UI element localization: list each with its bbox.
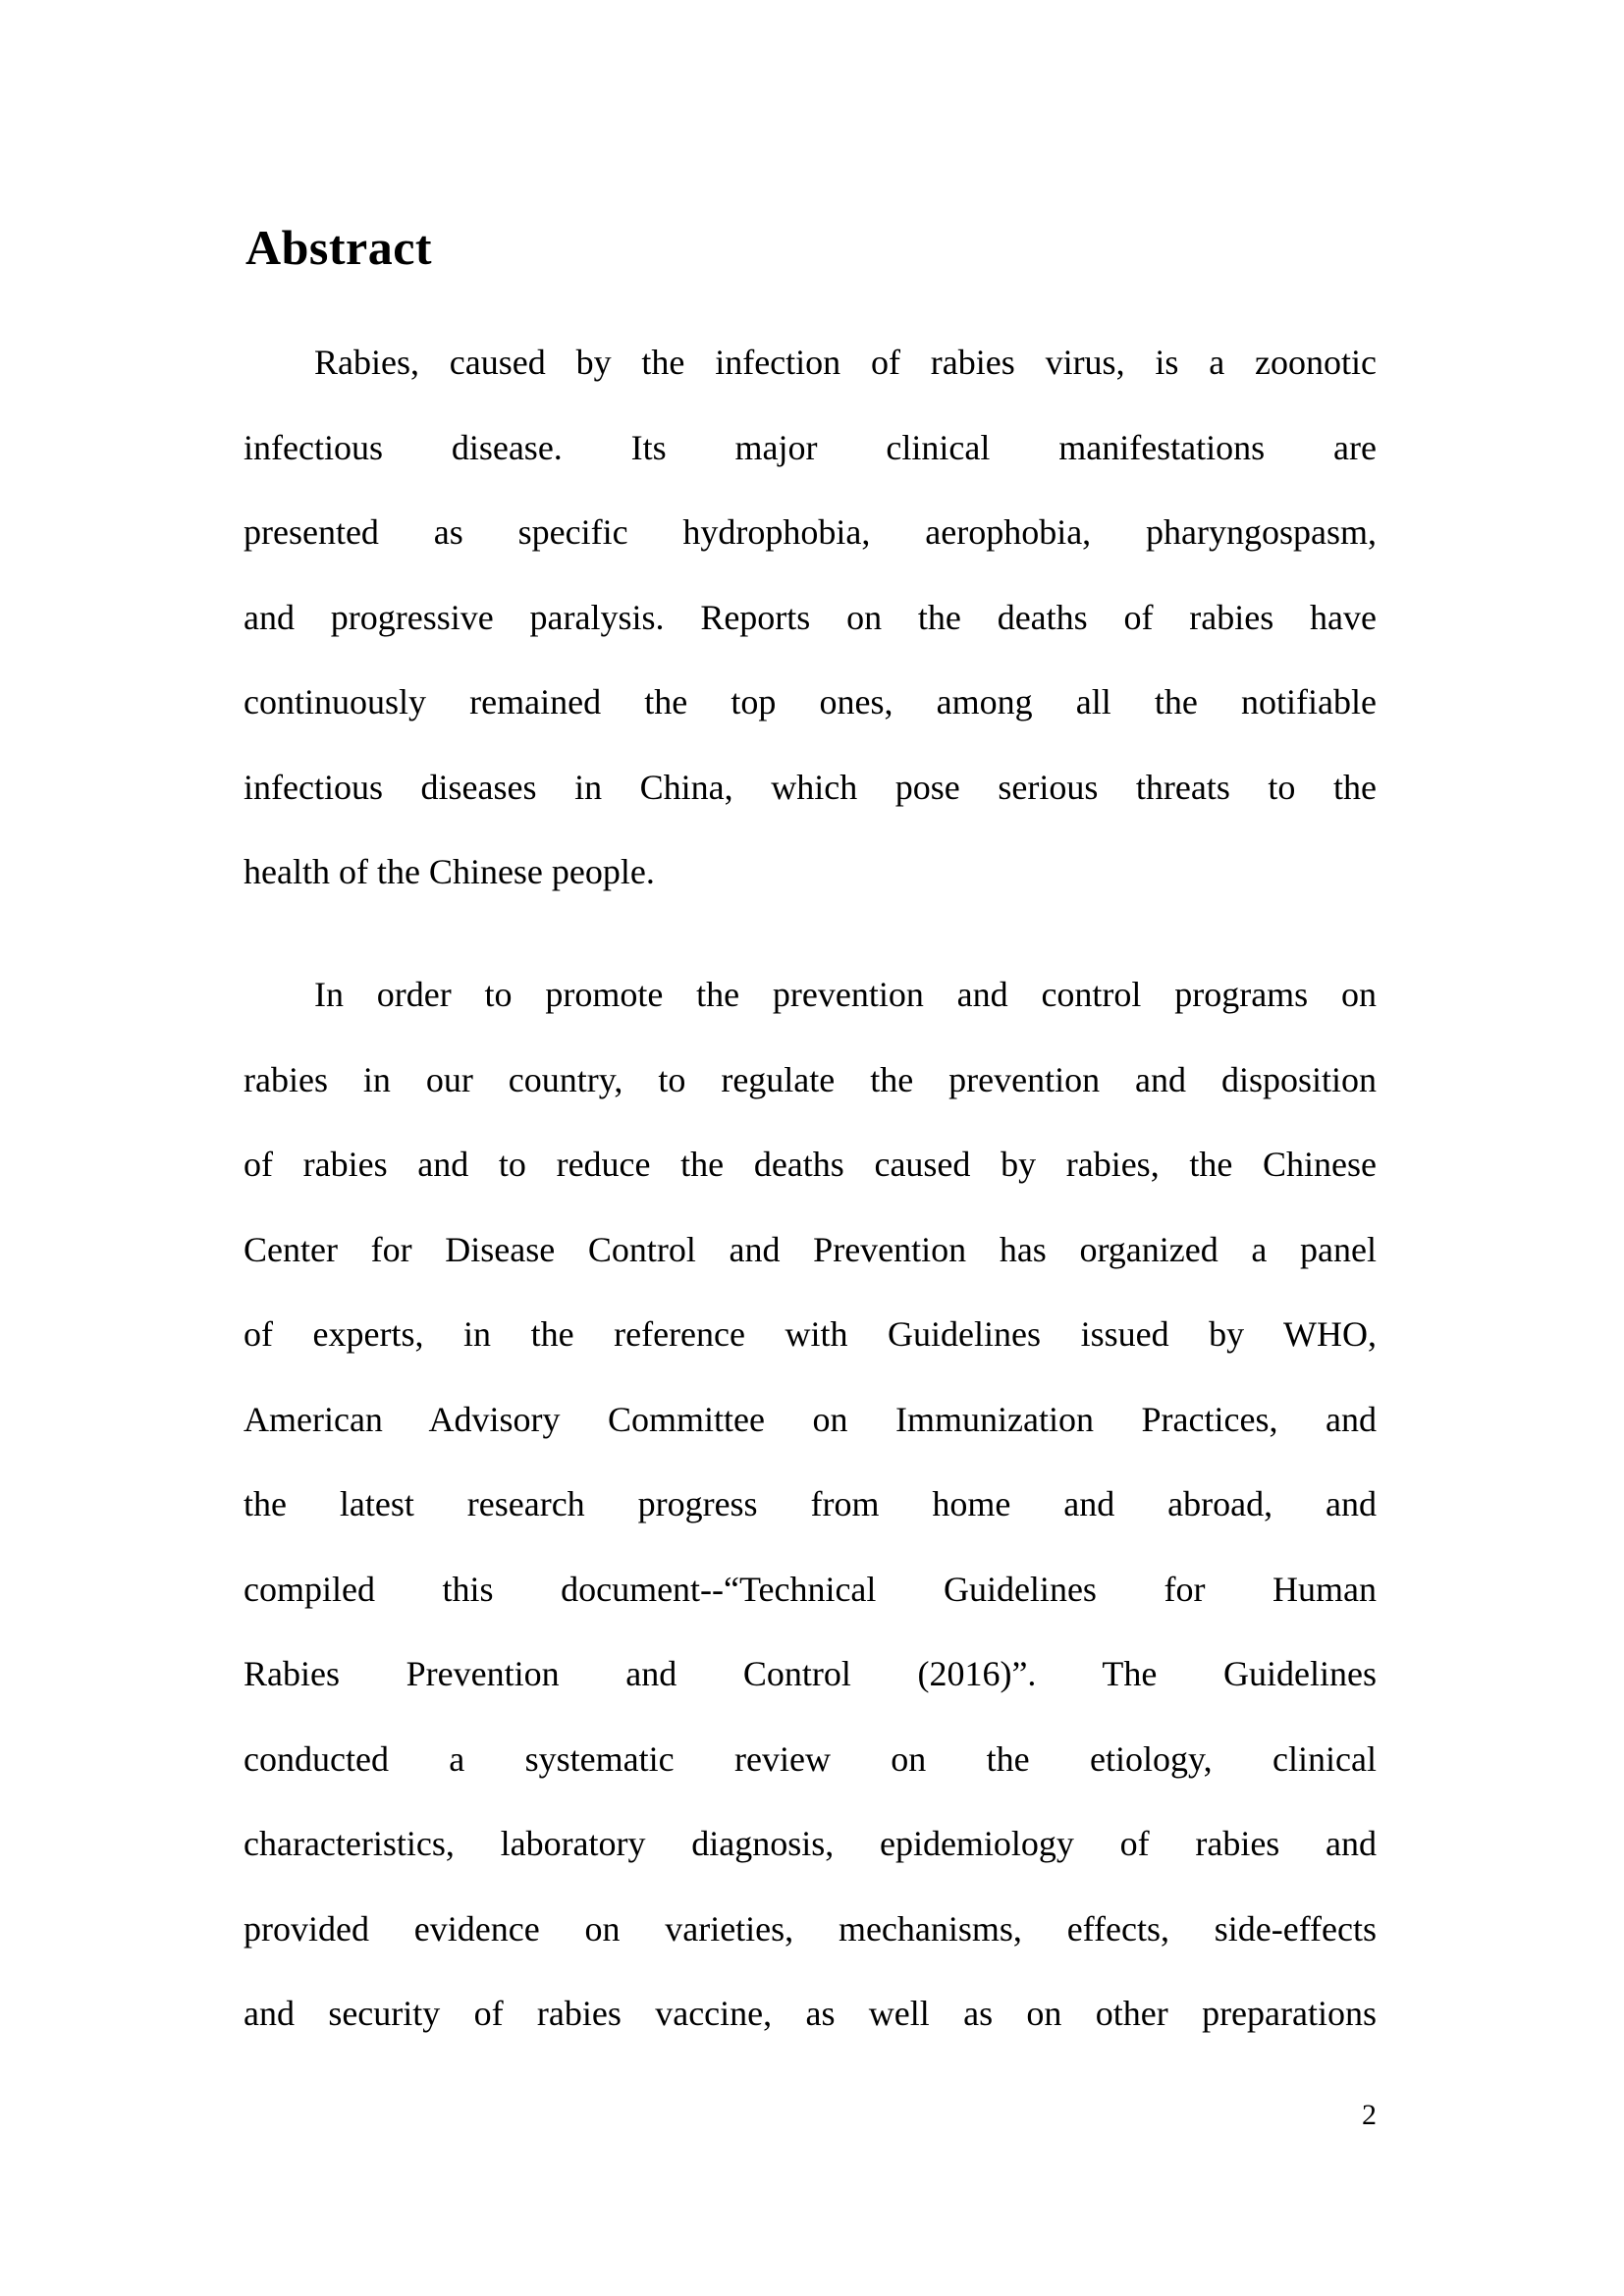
text-line: and progressive paralysis. Reports on the deaths of rabies have bbox=[244, 597, 1377, 637]
text-line: Rabies, caused by the infection of rabies virus, is a zoonotic bbox=[314, 343, 1377, 382]
text-line: and security of rabies vaccine, as well as on other preparations bbox=[244, 1994, 1377, 2033]
abstract-paragraph-2 bbox=[244, 952, 1377, 2056]
text-line: health of the Chinese people. bbox=[244, 852, 655, 891]
text-line: In order to promote the prevention and control programs on bbox=[314, 975, 1377, 1014]
text-line: infectious diseases in China, which pose serious threats to the bbox=[244, 767, 1377, 807]
text-line: continuously remained the top ones, among all the notifiable bbox=[244, 682, 1377, 721]
text-line: Rabies Prevention and Control (2016)”. The Guidelines bbox=[244, 1654, 1377, 1693]
abstract-heading: Abstract bbox=[245, 220, 433, 275]
text-line: rabies in our country, to regulate the prevention and disposition bbox=[244, 1059, 1377, 1099]
text-line: provided evidence on varieties, mechanisms, effects, side-effects bbox=[244, 1908, 1377, 1949]
text-line: the latest research progress from home and abroad, and bbox=[244, 1484, 1377, 1523]
text-line: compiled this document--“Technical Guidelines for Human bbox=[244, 1569, 1377, 1609]
text-line: Center for Disease Control and Prevention has organized a panel bbox=[244, 1229, 1377, 1269]
text-line: of rabies and to reduce the deaths caused by rabies, the Chinese bbox=[244, 1145, 1377, 1184]
text-line: infectious disease. Its major clinical manifestations are bbox=[244, 427, 1377, 467]
text-line: American Advisory Committee on Immunization Practices, and bbox=[244, 1399, 1377, 1439]
text-line: of experts, in the reference with Guidelines issued by WHO, bbox=[244, 1314, 1377, 1354]
text-line: characteristics, laboratory diagnosis, epidemiology of rabies and bbox=[244, 1824, 1377, 1863]
text-line: presented as specific hydrophobia, aerophobia, pharyngospasm, bbox=[244, 512, 1377, 552]
abstract-paragraph-1 bbox=[244, 320, 1377, 915]
text-line: conducted a systematic review on the etiology, clinical bbox=[244, 1738, 1377, 1779]
page-number: 2 bbox=[1362, 2099, 1377, 2131]
